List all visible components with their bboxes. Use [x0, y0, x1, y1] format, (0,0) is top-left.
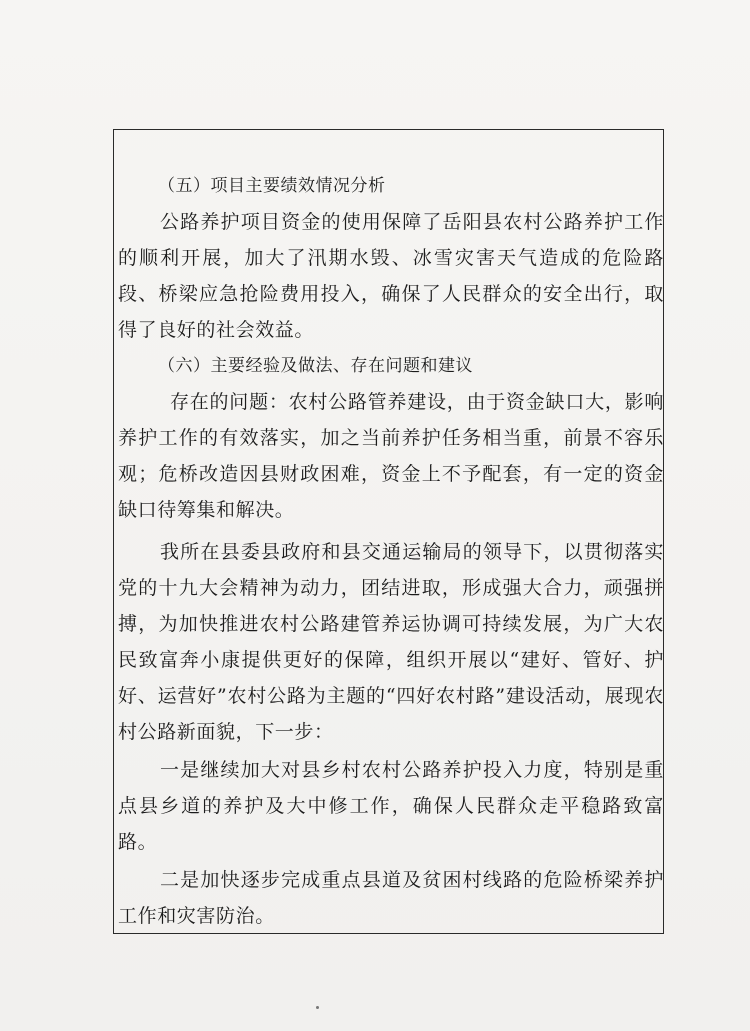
paragraph-next-step-2: 二是加快逐步完成重点县道及贫困村线路的危险桥梁养护工作和灾害防治。 — [118, 869, 664, 927]
scan-speck — [316, 1006, 319, 1009]
paragraph-performance-analysis: 公路养护项目资金的使用保障了岳阳县农村公路养护工作的顺利开展，加大了汛期水毁、冰雪灾害天气造成的危险路段、桥梁应急抢险费用投入，确保了人民群众的安全出行，取得了良好的社会效益。 — [118, 211, 664, 341]
paragraph-existing-problems: 存在的问题：农村公路管养建设，由于资金缺口大，影响养护工作的有效落实，加之当前养护任务相当重，前景不容乐观；危桥改造因县财政困难，资金上不予配套，有一定的资金缺口待筹集和解决。 — [118, 391, 664, 521]
paragraph-next-step-1: 一是继续加大对县乡村农村公路养护投入力度，特别是重点县乡道的养护及大中修工作，确保人民群众走平稳路致富路。 — [118, 759, 664, 853]
section-heading-5: （五）项目主要绩效情况分析 — [158, 176, 386, 196]
paragraph-work-plan: 我所在县委县政府和县交通运输局的领导下，以贯彻落实党的十九大会精神为动力，团结进取，形成强大合力，顽强拼搏，为加快推进农村公路建管养运协调可持续发展，为广大农民致富奔小康提供更好的保障，组织开展以“建好、管好、护好、运营好”农村公路为主题的“四好农村路”建设活动，展现农村公路新面貌，下一步： — [118, 541, 664, 743]
section-heading-6: （六）主要经验及做法、存在问题和建议 — [158, 356, 473, 376]
document-body — [118, 170, 664, 934]
